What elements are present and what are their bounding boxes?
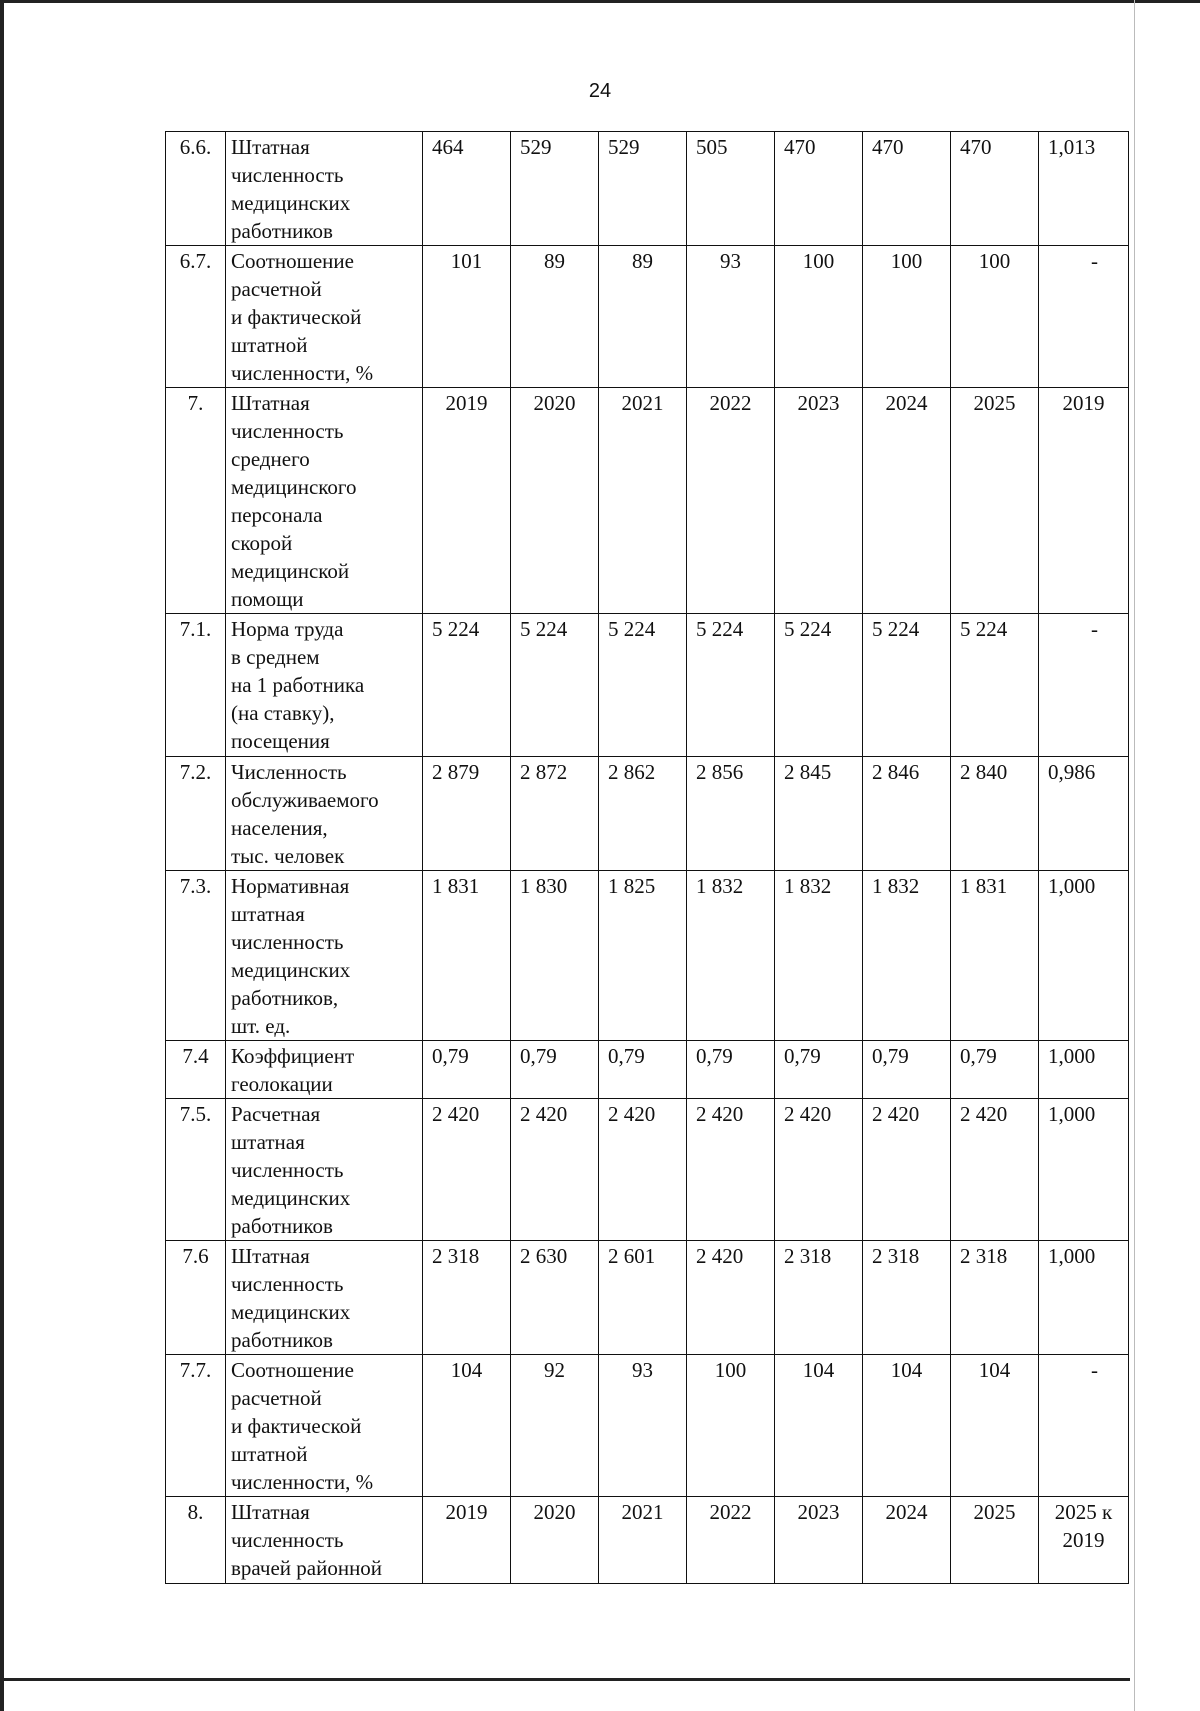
table-cell: 2 601 xyxy=(599,1241,687,1355)
table-cell: 2019 xyxy=(423,1497,511,1584)
page-border-left xyxy=(0,0,4,1711)
table-cell: 2 846 xyxy=(863,757,951,871)
row-label: Численность обслуживаемого населения, тыс. человек xyxy=(226,757,423,871)
table-cell: 100 xyxy=(687,1355,775,1497)
row-label: Соотношение расчетной и фактической штатной численности, % xyxy=(226,1355,423,1497)
row-number: 7. xyxy=(166,388,226,614)
table-cell: 2 856 xyxy=(687,757,775,871)
row-number: 8. xyxy=(166,1497,226,1584)
table-cell: 104 xyxy=(423,1355,511,1497)
table-cell: 104 xyxy=(863,1355,951,1497)
table-cell: 2 420 xyxy=(863,1099,951,1241)
row-label: Норма труда в среднем на 1 работника (на ставку), посещения xyxy=(226,614,423,757)
table-cell: 470 xyxy=(951,132,1039,246)
table-cell: 2025 к 2019 xyxy=(1039,1497,1129,1584)
table-cell: 92 xyxy=(511,1355,599,1497)
table-cell: 1,000 xyxy=(1039,1099,1129,1241)
table-cell: 2 420 xyxy=(775,1099,863,1241)
table-cell: 464 xyxy=(423,132,511,246)
table-cell: 2022 xyxy=(687,388,775,614)
table-cell: 0,79 xyxy=(775,1041,863,1099)
table-cell: 89 xyxy=(511,246,599,388)
row-number: 7.5. xyxy=(166,1099,226,1241)
table-cell: 5 224 xyxy=(423,614,511,757)
data-table xyxy=(165,131,1129,1584)
table-cell: 2019 xyxy=(423,388,511,614)
table-cell: 0,79 xyxy=(863,1041,951,1099)
page-border-bottom xyxy=(0,1678,1130,1681)
table-cell: - xyxy=(1039,246,1129,388)
table-row xyxy=(166,757,1129,871)
table-cell: 93 xyxy=(687,246,775,388)
table-cell: 1 831 xyxy=(951,871,1039,1041)
page-number: 24 xyxy=(588,80,612,102)
table-cell: 2 862 xyxy=(599,757,687,871)
table-cell: 93 xyxy=(599,1355,687,1497)
table-body xyxy=(166,132,1129,1584)
table-row xyxy=(166,132,1129,246)
table-cell: 1,000 xyxy=(1039,1041,1129,1099)
table-cell: 1 830 xyxy=(511,871,599,1041)
table-cell: 2021 xyxy=(599,388,687,614)
table-cell: 1 832 xyxy=(775,871,863,1041)
table-cell: 2 420 xyxy=(423,1099,511,1241)
table-cell: 5 224 xyxy=(599,614,687,757)
row-number: 7.4 xyxy=(166,1041,226,1099)
table-cell: 1 832 xyxy=(863,871,951,1041)
table-cell: 0,79 xyxy=(687,1041,775,1099)
table-cell: 2 872 xyxy=(511,757,599,871)
table-cell: 2 420 xyxy=(687,1241,775,1355)
table-cell: 100 xyxy=(775,246,863,388)
table-cell: 1 832 xyxy=(687,871,775,1041)
table-cell: - xyxy=(1039,614,1129,757)
table-cell: 1,000 xyxy=(1039,1241,1129,1355)
row-label: Коэффициент геолокации xyxy=(226,1041,423,1099)
table-cell: 2020 xyxy=(511,1497,599,1584)
table-row xyxy=(166,1497,1129,1584)
table-cell: 470 xyxy=(863,132,951,246)
page-border-right xyxy=(1134,0,1135,1711)
table-row xyxy=(166,1355,1129,1497)
row-label: Соотношение расчетной и фактической штатной численности, % xyxy=(226,246,423,388)
table-cell: 89 xyxy=(599,246,687,388)
table-cell: 5 224 xyxy=(775,614,863,757)
table-cell: 529 xyxy=(511,132,599,246)
row-number: 7.2. xyxy=(166,757,226,871)
row-number: 7.3. xyxy=(166,871,226,1041)
table-cell: 104 xyxy=(951,1355,1039,1497)
table-row xyxy=(166,871,1129,1041)
table-row xyxy=(166,246,1129,388)
table-cell: 1 825 xyxy=(599,871,687,1041)
table-cell: 2 845 xyxy=(775,757,863,871)
table-cell: 100 xyxy=(951,246,1039,388)
table-cell: 0,79 xyxy=(423,1041,511,1099)
table-cell: 2023 xyxy=(775,388,863,614)
table-cell: 2021 xyxy=(599,1497,687,1584)
table-cell: 0,79 xyxy=(951,1041,1039,1099)
table-cell: 505 xyxy=(687,132,775,246)
table-cell: 5 224 xyxy=(511,614,599,757)
row-label: Штатная численность медицинских работников xyxy=(226,132,423,246)
table-cell: 2019 xyxy=(1039,388,1129,614)
table-cell: 5 224 xyxy=(863,614,951,757)
table-cell: 2023 xyxy=(775,1497,863,1584)
table-cell: 470 xyxy=(775,132,863,246)
table-cell: 2025 xyxy=(951,1497,1039,1584)
row-label: Штатная численность медицинских работников xyxy=(226,1241,423,1355)
table-cell: 0,986 xyxy=(1039,757,1129,871)
table-cell: 2020 xyxy=(511,388,599,614)
table-cell: 1,013 xyxy=(1039,132,1129,246)
table-cell: 2 879 xyxy=(423,757,511,871)
table-row xyxy=(166,1099,1129,1241)
table-cell: 2 420 xyxy=(951,1099,1039,1241)
table-cell: 0,79 xyxy=(511,1041,599,1099)
table-cell: 2022 xyxy=(687,1497,775,1584)
table-cell: 2 420 xyxy=(599,1099,687,1241)
row-label: Штатная численность врачей районной xyxy=(226,1497,423,1584)
table-cell: 2024 xyxy=(863,388,951,614)
table-row xyxy=(166,388,1129,614)
table-cell: 2025 xyxy=(951,388,1039,614)
table-cell: 100 xyxy=(863,246,951,388)
row-number: 7.7. xyxy=(166,1355,226,1497)
table-cell: 2 840 xyxy=(951,757,1039,871)
table-cell: 1,000 xyxy=(1039,871,1129,1041)
table-cell: 2024 xyxy=(863,1497,951,1584)
row-number: 6.6. xyxy=(166,132,226,246)
table-cell: 0,79 xyxy=(599,1041,687,1099)
table-cell: 2 420 xyxy=(687,1099,775,1241)
row-label: Штатная численность среднего медицинского персонала скорой медицинской помощи xyxy=(226,388,423,614)
page-border-top xyxy=(0,0,1200,3)
row-label: Расчетная штатная численность медицинских работников xyxy=(226,1099,423,1241)
table-cell: 2 318 xyxy=(951,1241,1039,1355)
row-number: 7.6 xyxy=(166,1241,226,1355)
row-label: Нормативная штатная численность медицинских работников, шт. ед. xyxy=(226,871,423,1041)
table-cell: 104 xyxy=(775,1355,863,1497)
table-cell: - xyxy=(1039,1355,1129,1497)
table-row xyxy=(166,1241,1129,1355)
table-row xyxy=(166,614,1129,757)
table-cell: 5 224 xyxy=(951,614,1039,757)
table-cell: 2 420 xyxy=(511,1099,599,1241)
table-cell: 529 xyxy=(599,132,687,246)
row-number: 7.1. xyxy=(166,614,226,757)
table-cell: 2 318 xyxy=(775,1241,863,1355)
table-cell: 5 224 xyxy=(687,614,775,757)
table-cell: 101 xyxy=(423,246,511,388)
table-cell: 1 831 xyxy=(423,871,511,1041)
table-cell: 2 318 xyxy=(423,1241,511,1355)
table-row xyxy=(166,1041,1129,1099)
table-cell: 2 630 xyxy=(511,1241,599,1355)
row-number: 6.7. xyxy=(166,246,226,388)
table-cell: 2 318 xyxy=(863,1241,951,1355)
